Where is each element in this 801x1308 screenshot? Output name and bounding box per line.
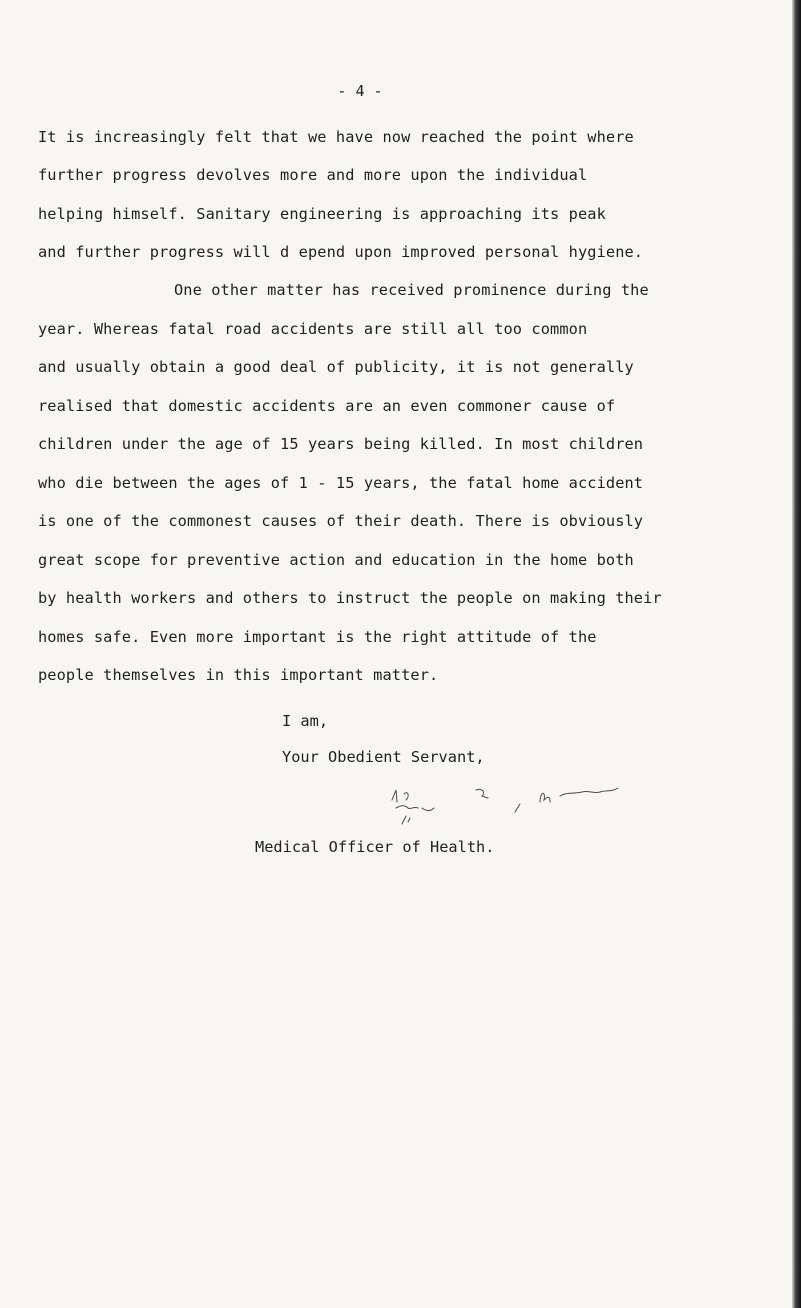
body-line: who die between the ages of 1 - 15 years, the fatal home accident bbox=[38, 474, 644, 492]
body-line: and usually obtain a good deal of publicity, it is not generally bbox=[38, 358, 634, 376]
body-line: people themselves in this important matter. bbox=[38, 666, 439, 684]
body-line: It is increasingly felt that we have now reached the point where bbox=[38, 128, 634, 146]
body-line: year. Whereas fatal road accidents are still all too common bbox=[38, 320, 588, 338]
body-line: One other matter has received prominence during the bbox=[174, 281, 649, 299]
closing-complimentary: Your Obedient Servant, bbox=[282, 748, 485, 766]
body-line: great scope for preventive action and education in the home both bbox=[38, 551, 634, 569]
handwritten-signature bbox=[390, 778, 660, 834]
body-line: and further progress will d epend upon improved personal hygiene. bbox=[38, 243, 644, 261]
scan-edge bbox=[792, 0, 801, 1308]
body-line: homes safe. Even more important is the right attitude of the bbox=[38, 628, 597, 646]
body-line: helping himself. Sanitary engineering is approaching its peak bbox=[38, 205, 606, 223]
closing-salutation: I am, bbox=[282, 712, 329, 730]
body-line: further progress devolves more and more upon the individual bbox=[38, 166, 588, 184]
body-line: children under the age of 15 years being killed. In most children bbox=[38, 435, 644, 453]
closing-title: Medical Officer of Health. bbox=[255, 838, 495, 856]
body-line: is one of the commonest causes of their death. There is obviously bbox=[38, 512, 644, 530]
page-number: - 4 - bbox=[337, 82, 383, 100]
body-line: by health workers and others to instruct the people on making their bbox=[38, 589, 662, 607]
body-line: realised that domestic accidents are an even commoner cause of bbox=[38, 397, 616, 415]
